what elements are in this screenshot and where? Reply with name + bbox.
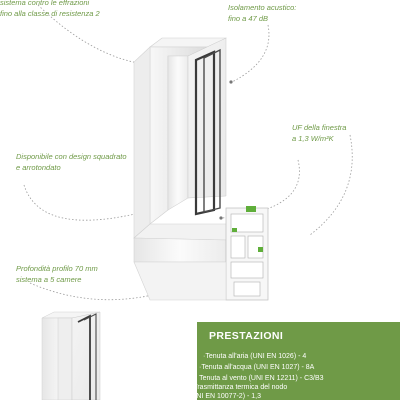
callout-design-line [24,185,135,220]
annotation-design [16,152,127,173]
secondary-profile-section [42,312,100,400]
performance-item-water: ·Tenuta all'acqua (UNI EN 1027) - 8A [199,364,315,371]
performance-panel [189,322,400,400]
annotation-design-line1: Disponibile con design squadrato [16,152,127,161]
performance-title: PRESTAZIONI [209,330,284,342]
annotation-acoustic-line2: fino a 47 dB [228,13,269,23]
annotation-uf-line2: a 1,3 W/m²K [292,133,334,143]
annotation-uf-line1: UF della finestra [292,123,347,132]
annotation-resistance [0,0,100,19]
annotation-uf [292,123,346,144]
performance-item-thermal-value: (UNI EN 10077-2) - 1,3 [189,393,261,400]
callout-glass-line [310,135,352,235]
main-profile-section [134,38,268,300]
annotation-resistance-line1: sistema contro le effrazioni [0,0,90,7]
performance-item-air: ·Tenuta all'aria (UNI EN 1026) - 4 [203,353,307,360]
annotation-resistance-line2: fino alla classe di resistenza 2 [0,8,100,18]
annotation-acoustic-line1: Isolamento acustico: [228,3,297,12]
callout-acoustic-line [232,25,269,82]
annotation-profile [16,264,98,285]
annotation-profile-line1: Profondità profilo 70 mm [16,264,98,273]
annotation-profile-line2: sistema a 5 camere [16,274,82,284]
performance-item-thermal: ·Trasmittanza termica del nodo [191,384,288,391]
annotation-design-line2: e arrotondato [16,162,61,172]
annotation-acoustic [228,3,296,24]
performance-item-wind: · Tenuta al vento (UNI EN 12211) - C3/B3 [195,375,324,382]
